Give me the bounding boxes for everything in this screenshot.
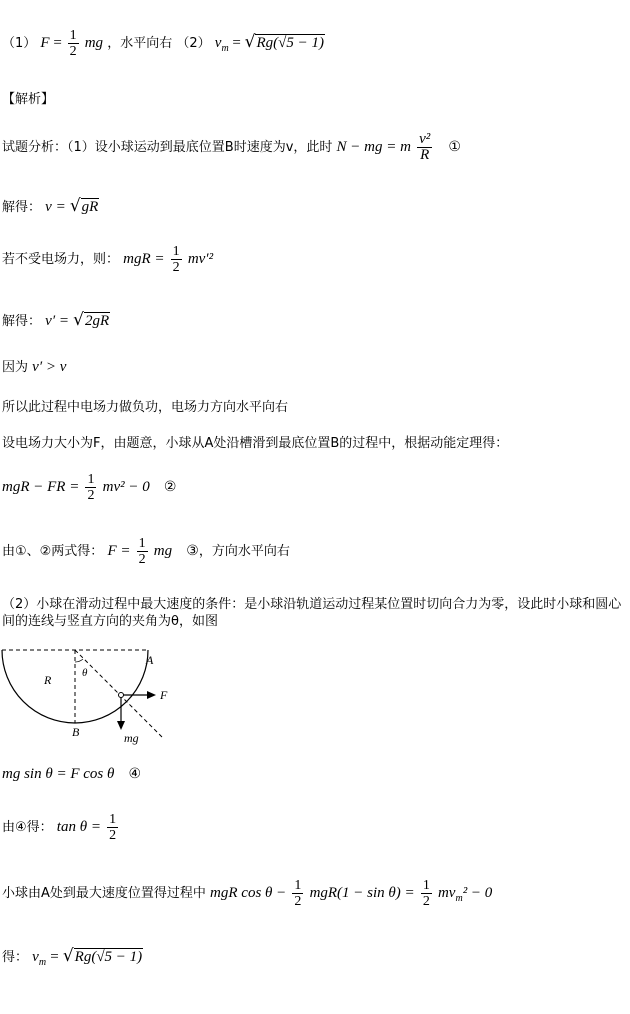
eq-number-1: ① xyxy=(448,139,461,155)
analysis-line-5: 因为 v′ > v xyxy=(2,359,67,375)
label-R: R xyxy=(44,673,52,687)
theta-arc xyxy=(75,659,83,662)
analysis-line-11: mg sin θ = F cos θ ④ xyxy=(2,766,142,782)
analysis-line-8: mgR − FR = $\frac{1}{2}$ mv² − 0 ② xyxy=(2,472,177,503)
ball xyxy=(119,693,124,698)
var-F: F xyxy=(40,35,50,51)
eq-number-3: ③ xyxy=(186,543,199,559)
label-F: F xyxy=(160,688,168,702)
eq-number-4: ④ xyxy=(128,766,142,782)
analysis-line-13: 小球由A处到最大速度位置得过程中 mgR cos θ − $\frac{1}{2}$ mgR(1 − sin θ) = $\frac{1}{2}$ $mv_m^2 - 0$ xyxy=(2,878,493,909)
fraction-half: $\frac{1}{2}$ xyxy=(69,28,77,59)
analysis-line-9: 由①、②两式得： F = $\frac{1}{2}$ mg ③，方向水平向右 xyxy=(2,536,290,567)
analysis-line-4: 解得： v′ = √2gR xyxy=(2,310,110,330)
analysis-paragraph-10: （2）小球在滑动过程中最大速度的条件：是小球沿轨道运动过程某位置时切向合力为零，设此时小球和圆心间的连线与竖直方向的夹角为θ，如图 xyxy=(2,597,622,629)
direction-text: ，水平向右 xyxy=(107,36,173,51)
analysis-line-1: 试题分析：（1）设小球运动到最底位置B时速度为v，此时 N − mg = m $\frac{\text{v²}}{R}$ ① xyxy=(2,131,461,163)
analysis-line-3: 若不受电场力，则： mgR = $\frac{1}{2}$ mv′² xyxy=(2,244,214,275)
analysis-line-14: 得： $v_m = √Rg(√5 - 1)$ xyxy=(2,946,143,968)
part-2-label: （2） xyxy=(176,36,211,51)
analysis-line-2: 解得： v = √gR xyxy=(2,196,99,216)
section-heading: 【解析】 xyxy=(2,92,55,107)
var-vm: $v_m$ xyxy=(214,35,229,54)
part-1-label: （1） xyxy=(2,36,37,51)
sqrt-expression: √Rg(√5 − 1) xyxy=(244,32,324,52)
analysis-line-7: 设电场力大小为F，由题意，小球从A处沿槽滑到最底位置B的过程中，根据动能定理得： xyxy=(2,436,509,451)
analysis-line-6: 所以此过程中电场力做负功，电场力方向水平向右 xyxy=(2,400,289,415)
label-B: B xyxy=(72,725,80,739)
semicircle-diagram xyxy=(0,640,190,750)
label-A: A xyxy=(146,653,154,667)
label-theta: θ xyxy=(82,667,88,679)
answer-line: （1） F = $\frac{1}{2}$ mg ，水平向右 （2） $v_m = √Rg(√5 - 1)$ xyxy=(2,28,324,59)
eq-number-2: ② xyxy=(163,479,177,495)
analysis-line-12: 由④得： tan θ = $\frac{1}{2}$ xyxy=(2,812,117,843)
var-mg: mg xyxy=(84,35,104,51)
label-mg: mg xyxy=(124,731,139,745)
